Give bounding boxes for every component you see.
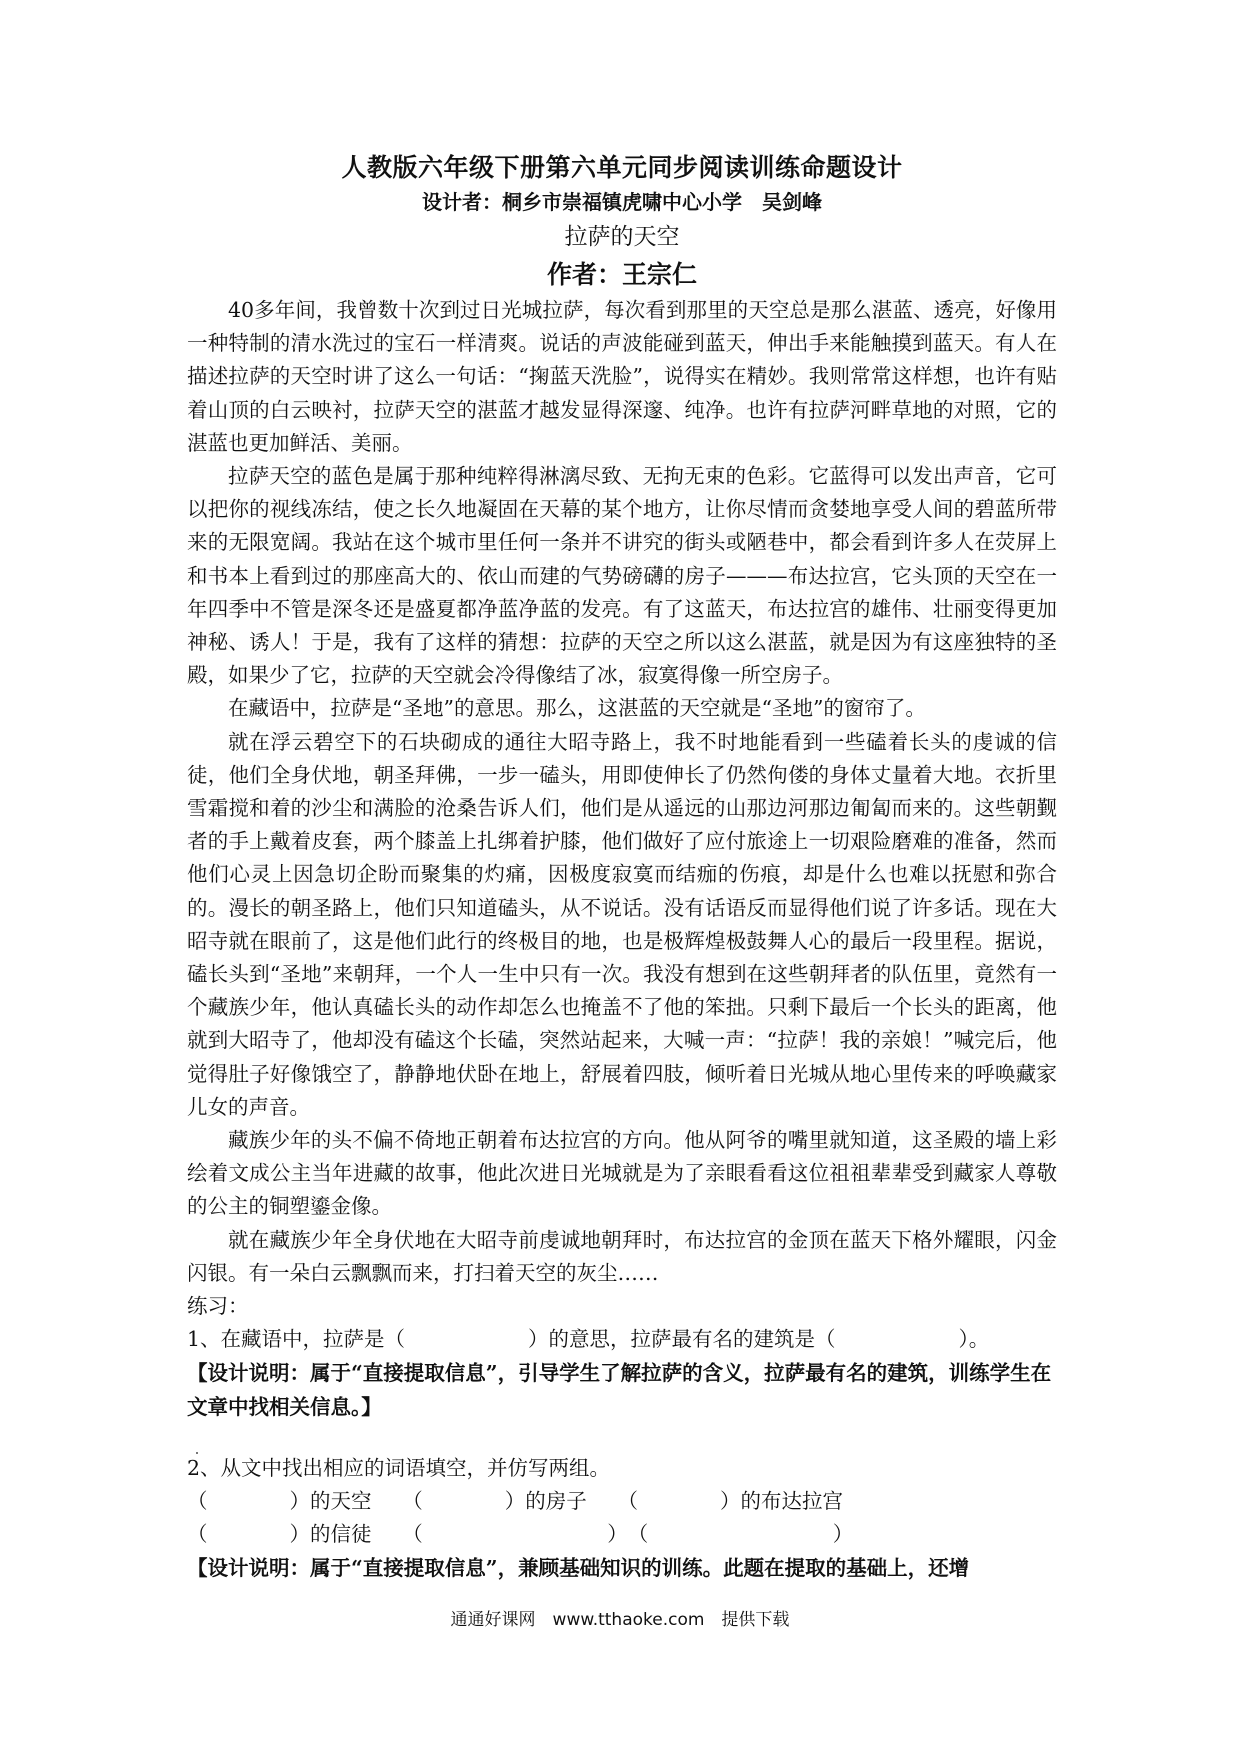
article-paragraph-2: 拉萨天空的蓝色是属于那种纯粹得淋漓尽致、无拘无束的色彩。它蓝得可以发出声音，它可以把你的视线冻结，使之长久地凝固在天幕的某个地方，让你尽情而贪婪地享受人间的碧蓝所带来的无限宽阔。我站在这个城市里任何一条并不讲究的街头或陋巷中，都会看到许多人在荧屏上和书本上看到过的那座高大的、依山而建的气势磅礴的房子———布达拉宫，它头顶的天空在一年四季中不管是深冬还是盛夏都净蓝净蓝的发亮。有了这蓝天，布达拉宫的雄伟、壮丽变得更加神秘、诱人！于是，我有了这样的猜想：拉萨的天空之所以这么湛蓝，就是因为有这座独特的圣殿，如果少了它，拉萨的天空就会冷得像结了冰，寂寞得像一所空房子。 (187, 464, 1057, 688)
exercises-label: 练习： (187, 1294, 249, 1319)
designer-line: 设计者：桐乡市崇福镇虎啸中心小学 吴剑峰 (422, 190, 822, 214)
article-title: 拉萨的天空 (564, 224, 680, 250)
document-title: 人教版六年级下册第六单元同步阅读训练命题设计 (341, 153, 903, 182)
scan-speck (196, 1452, 198, 1454)
question-2-design-note: 【设计说明：属于“直接提取信息”，兼顾基础知识的训练。此题在提取的基础上，还增 (187, 1556, 970, 1581)
question-2-line-1: （ ）的天空 （ ）的房子 （ ）的布达拉宫 (187, 1489, 843, 1514)
article-author: 作者：王宗仁 (546, 260, 697, 289)
article-paragraph-5: 藏族少年的头不偏不倚地正朝着布达拉宫的方向。他从阿爷的嘴里就知道，这圣殿的墙上彩绘着文成公主当年进藏的故事，他此次进日光城就是为了亲眼看看这位祖祖辈辈受到藏家人尊敬的公主的铜塑鎏金像。 (187, 1128, 1057, 1219)
page-footer: 通通好课网 www.tthaoke.com 提供下载 (450, 1610, 790, 1630)
document-content (187, 150, 1057, 1585)
question-2-line-2: （ ）的信徒 （ ） （ ） (187, 1522, 854, 1547)
article-paragraph-1: 40多年间，我曾数十次到过日光城拉萨，每次看到那里的天空总是那么湛蓝、透亮，好像用一种特制的清水洗过的宝石一样清爽。说话的声波能碰到蓝天，伸出手来能触摸到蓝天。有人在描述拉萨的天空时讲了这么一句话：“掬蓝天洗脸”，说得实在精妙。我则常常这样想，也许有贴着山顶的白云映衬，拉萨天空的湛蓝才越发显得深邃、纯净。也许有拉萨河畔草地的对照，它的湛蓝也更加鲜活、美丽。 (187, 298, 1057, 455)
article-paragraph-3: 在藏语中，拉萨是“圣地”的意思。那么，这湛蓝的天空就是“圣地”的窗帘了。 (228, 696, 926, 721)
article-paragraph-4: 就在浮云碧空下的石块砌成的通往大昭寺路上，我不时地能看到一些磕着长头的虔诚的信徒，他们全身伏地，朝圣拜佛，一步一磕头，用即使伸长了仍然佝偻的身体丈量着大地。衣折里雪霜搅和着的沙尘和满脸的沧桑告诉人们，他们是从遥远的山那边河那边匍匐而来的。这些朝觐者的手上戴着皮套，两个膝盖上扎绑着护膝，他们做好了应付旅途上一切艰险磨难的准备，然而他们心灵上因急切企盼而聚集的灼痛，因极度寂寞而结痂的伤痕，却是什么也难以抚慰和弥合的。漫长的朝圣路上，他们只知道磕头，从不说话。没有话语反而显得他们说了许多话。现在大昭寺就在眼前了，这是他们此行的终极目的地，也是极辉煌极鼓舞人心的最后一段里程。据说，磕长头到“圣地”来朝拜，一个人一生中只有一次。我没有想到在这些朝拜者的队伍里，竟然有一个藏族少年，他认真磕长头的动作却怎么也掩盖不了他的笨拙。只剩下最后一个长头的距离，他就到大昭寺了，他却没有磕这个长磕，突然站起来，大喊一声：“拉萨！我的亲娘！”喊完后，他觉得肚子好像饿空了，静静地伏卧在地上，舒展着四肢，倾听着日光城从地心里传来的呼唤藏家儿女的声音。 (187, 729, 1057, 1119)
question-1-design-note: 【设计说明：属于“直接提取信息”，引导学生了解拉萨的含义，拉萨最有名的建筑，训练学生在文章中找相关信息。】 (187, 1361, 1052, 1420)
question-1: 1、在藏语中，拉萨是（ ）的意思，拉萨最有名的建筑是（ ）。 (187, 1327, 990, 1352)
question-2: 2、从文中找出相应的词语填空，并仿写两组。 (187, 1456, 611, 1481)
article-paragraph-6: 就在藏族少年全身伏地在大昭寺前虔诚地朝拜时，布达拉宫的金顶在蓝天下格外耀眼，闪金闪银。有一朵白云飘飘而来，打扫着天空的灰尘…… (187, 1227, 1057, 1285)
